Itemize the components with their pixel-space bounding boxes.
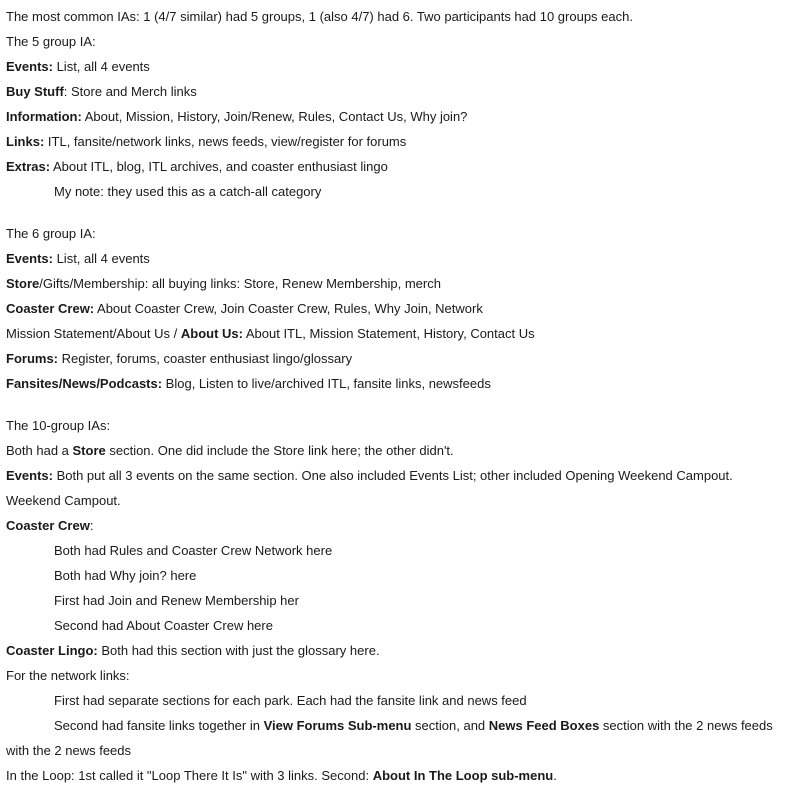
ia6-fansites-label: Fansites/News/Podcasts: xyxy=(6,376,163,391)
ia6-crew-text: About Coaster Crew, Join Coaster Crew, Rules, Why Join, Network xyxy=(94,301,483,316)
ia10-store-label: Store xyxy=(72,443,106,458)
ia5-extras-label: Extras: xyxy=(6,159,51,174)
ia6-crew-line xyxy=(6,300,483,318)
ia5-note-text: My note: they used this as a catch-all category xyxy=(54,184,322,199)
ia10-events-line xyxy=(6,467,733,485)
ia10-crew-label: Coaster Crew xyxy=(6,518,90,533)
ia5-buy-text: : Store and Merch links xyxy=(63,84,197,99)
ia10-network-second-post: section with the 2 news feeds xyxy=(599,718,773,733)
ia6-events-label: Events: xyxy=(6,251,53,266)
ia10-network-heading-text: For the network links: xyxy=(6,668,130,683)
ia10-network-second-bold2: News Feed Boxes xyxy=(488,718,600,733)
ia10-loop-post: . xyxy=(553,768,557,783)
ia5-note-line xyxy=(54,183,321,201)
ia6-fansites-text: Blog, Listen to live/archived ITL, fansite links, newsfeeds xyxy=(162,376,491,391)
ia10-events-wrap-line xyxy=(6,492,121,510)
ia10-network-second xyxy=(54,717,773,735)
ia10-crew-item-text: Second had About Coaster Crew here xyxy=(54,618,273,633)
ia6-forums-text: Register, forums, coaster enthusiast lingo/glossary xyxy=(58,351,353,366)
ia10-crew-item-text: Both had Rules and Coaster Crew Network here xyxy=(54,543,333,558)
ia10-loop-label: About In The Loop sub-menu xyxy=(372,768,554,783)
ia5-info-label: Information: xyxy=(6,109,82,124)
ia6-mission-pre: Mission Statement/About Us / xyxy=(6,326,181,341)
ia10-store-pre: Both had a xyxy=(6,443,73,458)
ia10-crew-item-text: Both had Why join? here xyxy=(54,568,197,583)
ia6-store-label: Store xyxy=(6,276,40,291)
ia10-network-first xyxy=(54,692,527,710)
ia10-store-text: section. One did include the Store link here; the other didn't. xyxy=(105,443,454,458)
ia10-events-wrap: Weekend Campout. xyxy=(6,493,121,508)
intro-line xyxy=(6,8,633,26)
ia10-network-second-pre: Second had fansite links together in xyxy=(54,718,264,733)
ia10-network-second-bold1: View Forums Sub-menu xyxy=(263,718,412,733)
ia10-store-line xyxy=(6,442,454,460)
ia5-events-label: Events: xyxy=(6,59,53,74)
ia10-crew-item xyxy=(54,542,332,560)
ia10-network-heading xyxy=(6,667,130,685)
ia5-buy-line xyxy=(6,83,197,101)
ia6-heading xyxy=(6,225,96,243)
ia5-links-text: ITL, fansite/network links, news feeds, view/register for forums xyxy=(44,134,407,149)
ia5-extras-text: About ITL, blog, ITL archives, and coaster enthusiast lingo xyxy=(50,159,388,174)
intro-text: The most common IAs: 1 (4/7 similar) had 5 groups, 1 (also 4/7) had 6. Two participants had 10 groups each. xyxy=(6,9,633,24)
ia6-store-line xyxy=(6,275,441,293)
ia6-crew-label: Coaster Crew: xyxy=(6,301,95,316)
ia10-network-wrap: with the 2 news feeds xyxy=(6,743,132,758)
ia10-events-text: Both put all 3 events on the same section. One also included Events List; other included Opening Weekend Campout. xyxy=(52,468,733,483)
ia10-heading xyxy=(6,417,110,435)
ia5-heading xyxy=(6,33,96,51)
ia6-forums-label: Forums: xyxy=(6,351,58,366)
ia10-network-first-text: First had separate sections for each park. Each had the fansite link and news feed xyxy=(54,693,527,708)
ia10-crew-item xyxy=(54,592,299,610)
ia5-events-line xyxy=(6,58,150,76)
ia6-forums-line xyxy=(6,350,352,368)
ia6-mission-label: About Us: xyxy=(180,326,243,341)
ia5-info-text: About, Mission, History, Join/Renew, Rules, Contact Us, Why join? xyxy=(81,109,468,124)
ia10-network-second-mid: section, and xyxy=(411,718,489,733)
ia10-crew-item xyxy=(54,617,273,635)
ia6-mission-text: About ITL, Mission Statement, History, Contact Us xyxy=(242,326,535,341)
ia10-lingo-line xyxy=(6,642,380,660)
ia5-buy-label: Buy Stuff xyxy=(6,84,64,99)
ia10-network-wrap-line xyxy=(6,742,131,760)
ia10-crew-colon: : xyxy=(89,518,94,533)
ia6-fansites-line xyxy=(6,375,491,393)
ia5-heading-text: The 5 group IA: xyxy=(6,34,96,49)
ia10-crew-item xyxy=(54,567,196,585)
ia6-events-text: List, all 4 events xyxy=(52,251,150,266)
ia5-extras-line xyxy=(6,158,388,176)
ia5-links-label: Links: xyxy=(6,134,45,149)
ia5-links-line xyxy=(6,133,406,151)
ia6-store-text: /Gifts/Membership: all buying links: Store, Renew Membership, merch xyxy=(39,276,441,291)
ia6-heading-text: The 6 group IA: xyxy=(6,226,96,241)
ia10-lingo-label: Coaster Lingo: xyxy=(6,643,98,658)
ia10-heading-text: The 10-group IAs: xyxy=(6,418,111,433)
ia10-crew-item-text: First had Join and Renew Membership her xyxy=(54,593,299,608)
ia5-events-text: List, all 4 events xyxy=(52,59,150,74)
ia10-lingo-text: Both had this section with just the glossary here. xyxy=(97,643,380,658)
ia5-info-line xyxy=(6,108,467,126)
ia10-crew-line xyxy=(6,517,93,535)
ia10-loop-line xyxy=(6,767,557,785)
ia6-mission-line xyxy=(6,325,535,343)
ia6-events-line xyxy=(6,250,150,268)
ia10-loop-pre: In the Loop: 1st called it "Loop There It Is" with 3 links. Second: xyxy=(6,768,373,783)
ia10-events-label: Events: xyxy=(6,468,53,483)
